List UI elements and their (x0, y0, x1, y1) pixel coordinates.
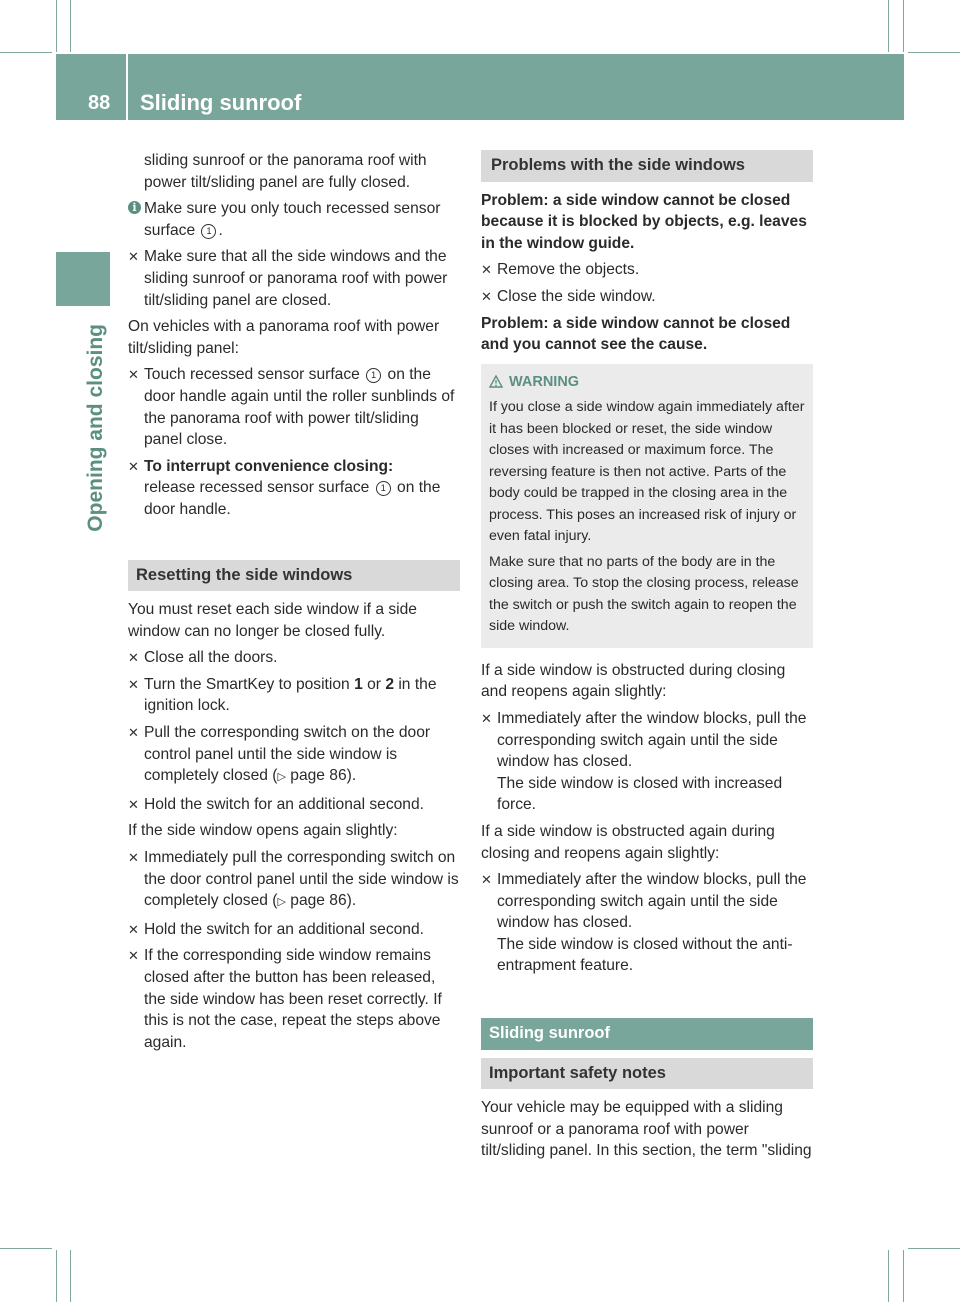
crop-mark (0, 52, 52, 53)
chapter-tab-marker (56, 252, 110, 306)
crop-mark (888, 0, 889, 52)
step-text: ). (346, 767, 357, 785)
step-item (128, 674, 460, 717)
step-arrow-icon: ✕ (481, 262, 492, 278)
problem-statement: Problem: a side window cannot be closed and you cannot see the cause. (481, 314, 791, 354)
page-ref-triangle-icon: ▷ (277, 771, 286, 784)
step-item (128, 647, 460, 669)
crop-mark (903, 1250, 904, 1302)
step-item (128, 246, 460, 311)
circled-number-icon: 1 (201, 224, 216, 239)
crop-mark (903, 0, 904, 52)
page-number: 88 (88, 92, 111, 114)
step-result: The side window is closed without the anti-entrapment feature. (497, 935, 793, 975)
right-column (481, 150, 813, 1167)
obstructed-again-paragraph: If a side window is obstructed again during closing and reopens again slightly: (481, 822, 775, 862)
warning-header (489, 372, 805, 394)
step-arrow-icon: ✕ (128, 676, 139, 692)
step-text: ). (346, 892, 357, 910)
step-item (481, 869, 813, 977)
page-title: Sliding sunroof (140, 90, 302, 115)
step-text: Pull the corresponding switch on the door control panel until the side window is completely closed ( (144, 724, 431, 785)
step-arrow-icon: ✕ (481, 872, 492, 888)
chapter-heading: Sliding sunroof (481, 1018, 813, 1050)
step-item (128, 945, 460, 1053)
step-text: on the door handle. (144, 479, 441, 518)
reset-paragraph: You must reset each side window if a side window can no longer be closed fully. (128, 601, 417, 640)
obstructed-paragraph: If a side window is obstructed during closing and reopens again slightly: (481, 661, 786, 701)
crop-mark (70, 1250, 71, 1302)
info-text-end: . (218, 221, 223, 239)
step-arrow-icon: ✕ (128, 367, 139, 383)
step-text: Remove the objects. (497, 261, 640, 279)
crop-mark (888, 1250, 889, 1302)
step-text: release recessed sensor surface (144, 479, 370, 497)
intro-paragraph: sliding sunroof or the panorama roof with power tilt/sliding panel are fully closed. (144, 152, 427, 191)
step-item (128, 794, 460, 816)
page-reference[interactable]: page 86 (290, 892, 347, 910)
step-text: or (367, 675, 381, 693)
crop-mark (908, 1248, 960, 1249)
step-item (128, 722, 460, 789)
section-heading: Important safety notes (481, 1058, 813, 1090)
step-item (128, 456, 460, 521)
section-heading: Problems with the side windows (481, 150, 813, 182)
warning-title: WARNING (509, 373, 580, 390)
step-item (128, 364, 460, 450)
circled-number-icon: 1 (376, 481, 391, 496)
circled-number-icon: 1 (366, 368, 381, 383)
crop-mark (56, 0, 57, 52)
step-item (481, 259, 813, 281)
warning-text: Make sure that no parts of the body are in the closing area. To stop the closing process, release the switch or push the switch again to reopen the side window. (489, 553, 799, 635)
step-item (128, 847, 460, 914)
chapter-side-label: Opening and closing (84, 324, 107, 532)
crop-mark (0, 1248, 52, 1249)
step-text: in the ignition lock. (144, 675, 437, 715)
step-text: Turn the SmartKey to position (144, 675, 350, 693)
step-text: Immediately after the window blocks, pull the corresponding switch again until the side window has closed. (497, 871, 807, 932)
key-position: 1 (354, 675, 363, 693)
panorama-paragraph: On vehicles with a panorama roof with power tilt/sliding panel: (128, 318, 440, 357)
step-item (128, 919, 460, 941)
opens-paragraph: If the side window opens again slightly: (128, 822, 398, 840)
step-bold-text: To interrupt convenience closing: (144, 457, 394, 475)
page-reference[interactable]: page 86 (290, 767, 347, 785)
step-arrow-icon: ✕ (128, 796, 139, 812)
step-arrow-icon: ✕ (128, 458, 139, 474)
page-ref-triangle-icon: ▷ (277, 896, 286, 909)
step-text: Close the side window. (497, 287, 656, 305)
step-text: If the corresponding side window remains closed after the button has been released, the side window has been reset correctly. If this is not the case, repeat the steps above again. (144, 947, 442, 1051)
warning-triangle-icon (489, 375, 503, 388)
crop-mark (908, 52, 960, 53)
step-text: Touch recessed sensor surface (144, 366, 360, 384)
warning-text: If you close a side window again immediately after it has been blocked or reset, the side window closes with increased or maximum force. The reversing feature is then not active. Parts of the body could be trapped in the closing area in the process. This poses an increased risk of injury or even fatal injury. (489, 399, 805, 545)
crop-mark (70, 0, 71, 52)
header-divider (126, 54, 128, 120)
step-text: Immediately after the window blocks, pull the corresponding switch again until the side window has closed. (497, 709, 807, 771)
step-text: on the door handle again until the roller sunblinds of the panorama roof with power tilt/sliding panel close. (144, 366, 455, 449)
equipped-paragraph: Your vehicle may be equipped with a sliding sunroof or a panorama roof with power tilt/sliding panel. In this section, the term "sliding (481, 1099, 812, 1160)
step-result: The side window is closed with increased force. (497, 774, 783, 814)
key-position: 2 (385, 675, 394, 693)
left-column (128, 150, 460, 1058)
step-text: Close all the doors. (144, 649, 278, 667)
step-text: Hold the switch for an additional second. (144, 920, 424, 938)
step-item (481, 708, 813, 816)
step-text: Hold the switch for an additional second. (144, 795, 424, 813)
step-text: Make sure that all the side windows and the sliding sunroof or panorama roof with power tilt/sliding panel are closed. (144, 248, 448, 309)
section-heading: Resetting the side windows (128, 560, 460, 592)
step-arrow-icon: ✕ (481, 710, 492, 726)
step-arrow-icon: ✕ (128, 850, 139, 866)
step-text: Immediately pull the corresponding switch on the door control panel until the side window is completely closed ( (144, 849, 459, 910)
info-icon: i (128, 201, 141, 214)
step-arrow-icon: ✕ (128, 725, 139, 741)
step-arrow-icon: ✕ (481, 288, 492, 304)
info-note (128, 198, 460, 241)
warning-box (481, 364, 813, 648)
step-arrow-icon: ✕ (128, 948, 139, 964)
crop-mark (56, 1250, 57, 1302)
step-arrow-icon: ✕ (128, 249, 139, 265)
info-text: Make sure you only touch recessed sensor surface (144, 200, 441, 239)
step-item (481, 286, 813, 308)
step-arrow-icon: ✕ (128, 650, 139, 666)
step-arrow-icon: ✕ (128, 921, 139, 937)
problem-statement: Problem: a side window cannot be closed because it is blocked by objects, e.g. leaves in the window guide. (481, 191, 807, 252)
